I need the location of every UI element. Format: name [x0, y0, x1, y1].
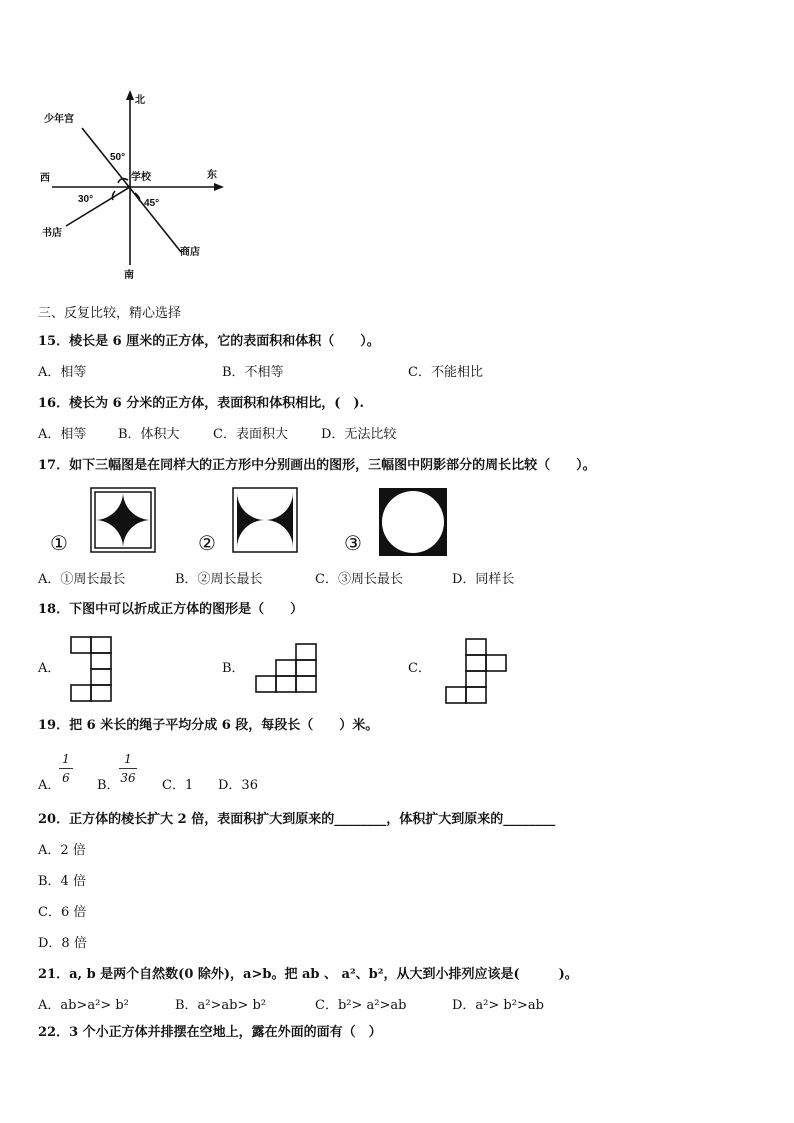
q16-option-d[interactable]: D．无法比较 [321, 427, 397, 442]
q16-option-a[interactable]: A．相等 [38, 427, 87, 442]
q20-option-d[interactable]: D．8 倍 [38, 936, 87, 951]
figure-2-semicircles [232, 487, 298, 553]
angle-50-label: 50° [110, 152, 126, 163]
shop-label: 商店 [180, 247, 200, 258]
q17-option-a[interactable]: A．①周长最长 [38, 572, 126, 587]
q15-option-b[interactable]: B．不相等 [222, 365, 284, 380]
bookstore-label: 书店 [42, 228, 62, 239]
figure-1-label: ① [50, 531, 68, 555]
angle-45-label: 45° [144, 198, 160, 209]
q19-option-b[interactable]: B． [97, 778, 120, 793]
question-20: 20．正方体的棱长扩大 2 倍，表面积扩大到原来的________，体积扩大到原来的________ [38, 812, 556, 827]
question-19: 19．把 6 米长的绳子平均分成 6 段，每段长（ ）米。 [38, 718, 379, 733]
net-c [442, 638, 512, 704]
question-22: 22．3 个小正方体并排摆在空地上，露在外面的面有（ ） [38, 1025, 382, 1040]
q16-option-b[interactable]: B．体积大 [118, 427, 180, 442]
q18-option-a[interactable]: A． [38, 661, 61, 676]
question-21: 21．a, b 是两个自然数(0 除外)，a>b。把 ab 、 a²、b²，从大到小排列应该是( )。 [38, 967, 578, 982]
fraction-one-sixth [59, 752, 73, 785]
q20-option-a[interactable]: A．2 倍 [38, 843, 86, 858]
figure-3-label: ③ [344, 531, 362, 555]
q20-option-c[interactable]: C．6 倍 [38, 905, 87, 920]
q21-option-a[interactable]: A．ab>a²> b² [38, 998, 129, 1013]
q18-option-c[interactable]: C． [408, 661, 431, 676]
fraction-a-denominator: 6 [62, 771, 70, 785]
q19-option-d[interactable]: D．36 [218, 778, 258, 793]
question-18: 18．下图中可以折成正方体的图形是（ ） [38, 602, 304, 617]
east-label: 东 [207, 170, 217, 181]
q19-option-a[interactable]: A． [38, 778, 61, 793]
figure-1-star [90, 487, 156, 553]
fraction-b-denominator: 36 [120, 771, 136, 785]
q21-option-b[interactable]: B．a²>ab> b² [175, 998, 267, 1013]
q17-option-d[interactable]: D．同样长 [452, 572, 515, 587]
q16-option-c[interactable]: C．表面积大 [213, 427, 288, 442]
figure-3-circle [378, 487, 448, 557]
q15-option-a[interactable]: A．相等 [38, 365, 87, 380]
angle-30-label: 30° [78, 194, 94, 205]
fraction-one-thirtysixth [119, 752, 137, 785]
q21-option-c[interactable]: C．b²> a²>ab [315, 998, 407, 1013]
fraction-b-numerator: 1 [124, 752, 132, 766]
question-17: 17．如下三幅图是在同样大的正方形中分别画出的图形，三幅图中阴影部分的周长比较（ ）。 [38, 458, 596, 473]
section-heading: 三、反复比较，精心选择 [38, 306, 182, 321]
q17-option-c[interactable]: C．③周长最长 [315, 572, 403, 587]
figure-2-label: ② [198, 531, 216, 555]
q19-option-c[interactable]: C．1 [162, 778, 194, 793]
net-b [252, 643, 322, 693]
youth-palace-label: 少年宫 [44, 114, 74, 125]
q18-option-b[interactable]: B． [222, 661, 245, 676]
net-a [68, 636, 128, 712]
question-15: 15．棱长是 6 厘米的正方体，它的表面积和体积（ ）。 [38, 334, 380, 349]
q20-option-b[interactable]: B．4 倍 [38, 874, 86, 889]
fraction-a-numerator: 1 [62, 752, 70, 766]
q17-option-b[interactable]: B．②周长最长 [175, 572, 263, 587]
q15-option-c[interactable]: C．不能相比 [408, 365, 483, 380]
south-label: 南 [124, 270, 134, 281]
north-label: 北 [135, 95, 145, 106]
west-label: 西 [40, 173, 50, 184]
q21-option-d[interactable]: D．a²> b²>ab [452, 998, 544, 1013]
question-16: 16．棱长为 6 分米的正方体，表面积和体积相比，( ). [38, 396, 365, 411]
school-label: 学校 [131, 172, 151, 183]
